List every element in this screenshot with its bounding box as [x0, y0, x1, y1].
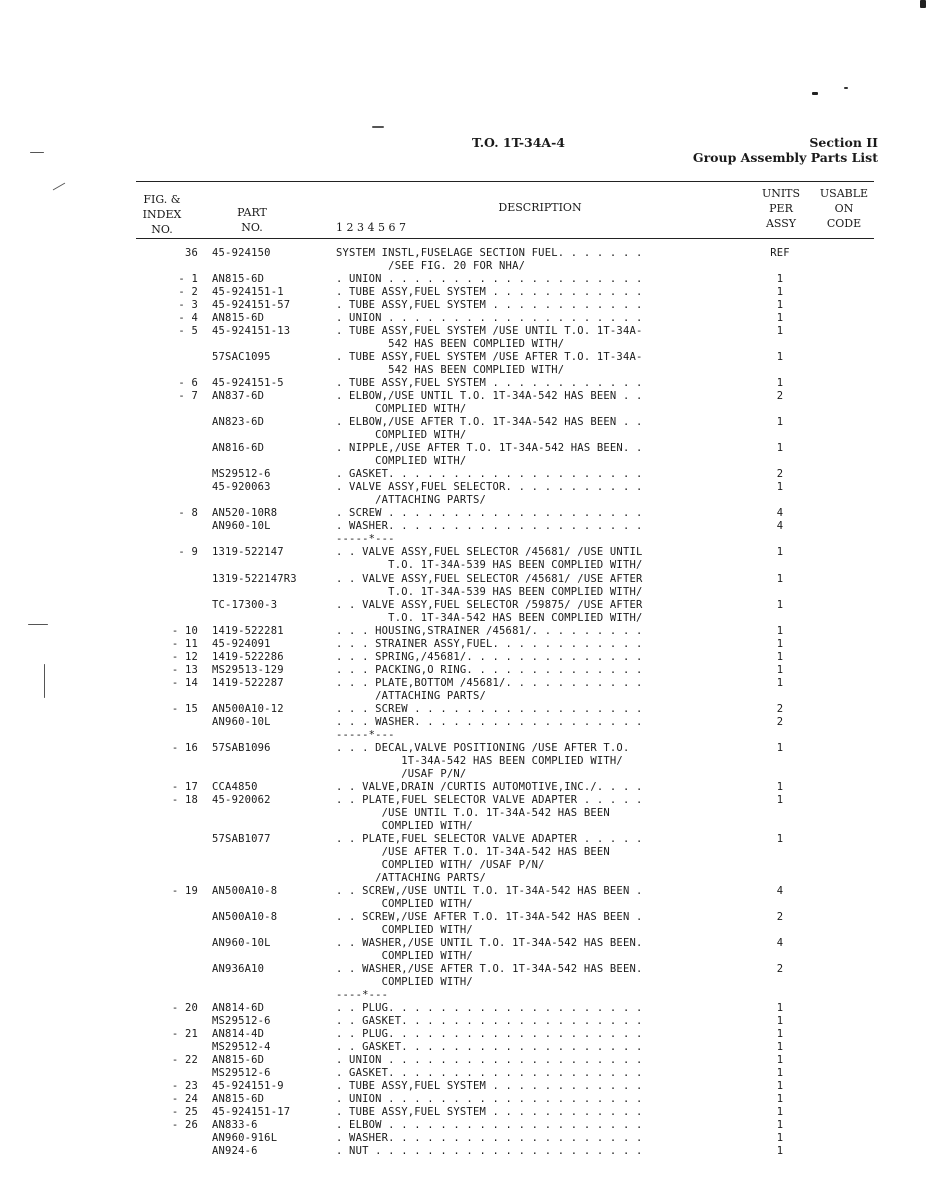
part-number-cell: CCA4850: [212, 780, 258, 793]
description-cell: . ELBOW,/USE UNTIL T.O. 1T-34A-542 HAS BEEN . .: [336, 390, 643, 403]
description-cell: . UNION . . . . . . . . . . . . . . . . . . . .: [336, 1093, 643, 1106]
part-number-cell: 45-924151-5: [212, 377, 284, 390]
units-per-assy-cell: 4: [776, 884, 784, 897]
fig-index-cell: - 13: [171, 663, 198, 676]
description-cell: . ELBOW . . . . . . . . . . . . . . . . . . . .: [336, 1119, 643, 1132]
description-cell: COMPLIED WITH/: [336, 403, 467, 416]
units-per-assy-cell: 4: [776, 520, 784, 533]
units-per-assy-cell: 1: [776, 416, 784, 429]
description-cell: COMPLIED WITH/: [336, 429, 467, 442]
units-per-assy-cell: 1: [776, 793, 784, 806]
part-number-cell: 1419-522287: [212, 676, 284, 689]
units-per-assy-cell: 1: [776, 1145, 784, 1158]
units-per-assy-cell: 2: [776, 715, 784, 728]
description-cell: . TUBE ASSY,FUEL SYSTEM . . . . . . . . . . . .: [336, 286, 643, 299]
description-cell: . TUBE ASSY,FUEL SYSTEM /USE AFTER T.O. 1T-34A-: [336, 351, 643, 364]
part-header-line2: NO.: [241, 221, 263, 234]
part-number-cell: AN500A10-8: [212, 911, 278, 924]
part-number-cell: 57SAB1096: [212, 741, 271, 754]
fig-index-cell: - 11: [171, 637, 198, 650]
description-cell: 542 HAS BEEN COMPLIED WITH/: [336, 338, 565, 351]
units-per-assy-cell: 1: [776, 325, 784, 338]
description-cell: -----*---: [336, 728, 395, 741]
fig-index-cell: - 7: [178, 390, 198, 403]
description-cell: . ELBOW,/USE AFTER T.O. 1T-34A-542 HAS BEEN . .: [336, 416, 643, 429]
part-number-cell: AN936A10: [212, 963, 265, 976]
units-per-assy-cell: 1: [776, 637, 784, 650]
fig-index-cell: - 20: [171, 1002, 198, 1015]
description-cell: COMPLIED WITH/: [336, 898, 473, 910]
description-cell: . . . HOUSING,STRAINER /45681/. . . . . . . . .: [336, 624, 643, 637]
part-number-cell: AN833-6: [212, 1119, 258, 1132]
part-number-cell: 45-924151-57: [212, 299, 291, 312]
part-number-cell: AN500A10-12: [212, 702, 284, 715]
part-number-cell: AN815-6D: [212, 1054, 265, 1067]
part-header-line1: PART: [237, 206, 267, 219]
description-cell: . . . SCREW . . . . . . . . . . . . . . . . . .: [336, 702, 643, 715]
description-cell: . . VALVE ASSY,FUEL SELECTOR /45681/ /USE AFTER: [336, 572, 643, 585]
units-per-assy-cell: 1: [776, 1106, 784, 1119]
part-number-cell: 57SAC1095: [212, 351, 271, 364]
part-number-cell: 1419-522281: [212, 624, 284, 637]
units-per-assy-cell: 1: [776, 1028, 784, 1041]
fig-header-line1: FIG. &: [143, 193, 181, 206]
description-cell: COMPLIED WITH/: [336, 950, 473, 963]
units-per-assy-cell: 1: [776, 741, 784, 754]
fig-index-cell: - 22: [171, 1054, 198, 1067]
fig-index-cell: - 10: [171, 624, 198, 637]
units-per-assy-cell: 1: [776, 1080, 784, 1093]
units-per-assy-cell: 4: [776, 507, 784, 520]
description-cell: . GASKET. . . . . . . . . . . . . . . . . . . .: [336, 468, 643, 481]
part-number-cell: 57SAB1077: [212, 832, 271, 845]
part-number-cell: MS29512-6: [212, 1015, 271, 1028]
description-cell: . . . STRAINER ASSY,FUEL. . . . . . . . . . . .: [336, 637, 643, 650]
fig-index-cell: - 8: [178, 507, 198, 520]
units-per-assy-cell: 2: [776, 390, 784, 403]
description-cell: . . VALVE ASSY,FUEL SELECTOR /59875/ /USE AFTER: [336, 598, 643, 611]
part-number-cell: 45-924151-1: [212, 286, 284, 299]
description-cell: /USAF P/N/: [336, 767, 467, 780]
units-per-assy-cell: 1: [776, 481, 784, 494]
fig-index-cell: - 6: [178, 377, 198, 390]
part-number-cell: AN815-6D: [212, 273, 265, 286]
part-number-cell: AN837-6D: [212, 390, 265, 403]
units-per-assy-cell: 1: [776, 1119, 784, 1132]
units-per-assy-cell: 1: [776, 663, 784, 676]
units-per-assy-cell: 1: [776, 1132, 784, 1145]
fig-index-cell: - 18: [171, 793, 198, 806]
units-per-assy-cell: 1: [776, 377, 784, 390]
description-cell: /USE UNTIL T.O. 1T-34A-542 HAS BEEN: [336, 806, 610, 819]
units-per-assy-cell: 1: [776, 650, 784, 663]
description-cell: -----*---: [336, 533, 395, 546]
units-per-assy-cell: 1: [776, 1054, 784, 1067]
description-cell: /USE AFTER T.O. 1T-34A-542 HAS BEEN: [336, 845, 610, 858]
part-number-cell: AN815-6D: [212, 1093, 265, 1106]
part-number-cell: MS29512-6: [212, 1067, 271, 1080]
fig-index-cell: - 26: [171, 1119, 198, 1132]
description-cell: /SEE FIG. 20 FOR NHA/: [336, 260, 526, 273]
part-number-cell: AN960-10L: [212, 520, 271, 533]
description-cell: T.O. 1T-34A-539 HAS BEEN COMPLIED WITH/: [336, 559, 643, 572]
description-cell: . GASKET. . . . . . . . . . . . . . . . . . . .: [336, 1067, 643, 1080]
fig-index-cell: - 24: [171, 1093, 198, 1106]
part-number-cell: 45-924151-9: [212, 1080, 284, 1093]
units-per-assy-cell: 1: [776, 286, 784, 299]
part-number-cell: AN960-10L: [212, 937, 271, 950]
scan-mark: [44, 664, 45, 698]
units-per-assy-cell: 2: [776, 702, 784, 715]
part-number-cell: AN816-6D: [212, 442, 265, 455]
units-per-assy-cell: 1: [776, 780, 784, 793]
description-cell: SYSTEM INSTL,FUSELAGE SECTION FUEL. . . . . . .: [336, 247, 643, 259]
units-per-assy-cell: 1: [776, 676, 784, 689]
description-cell: . . PLATE,FUEL SELECTOR VALVE ADAPTER . . . . .: [336, 832, 643, 845]
description-cell: /ATTACHING PARTS/: [336, 871, 486, 884]
part-number-cell: AN823-6D: [212, 416, 265, 429]
part-number-cell: MS29512-6: [212, 468, 271, 481]
description-cell: . WASHER. . . . . . . . . . . . . . . . . . . .: [336, 520, 643, 533]
part-number-cell: 45-924151-17: [212, 1106, 291, 1119]
description-cell: . . . SPRING,/45681/. . . . . . . . . . . . . .: [336, 650, 643, 663]
indent-levels-header: 1 2 3 4 5 6 7: [336, 221, 406, 234]
description-cell: . NIPPLE,/USE AFTER T.O. 1T-34A-542 HAS BEEN. .: [336, 442, 643, 455]
fig-index-cell: - 5: [178, 325, 198, 338]
description-cell: COMPLIED WITH/: [336, 819, 473, 832]
description-cell: . NUT . . . . . . . . . . . . . . . . . . . . .: [336, 1145, 643, 1158]
part-number-cell: AN924-6: [212, 1145, 258, 1158]
scan-mark: [28, 624, 48, 625]
scan-mark: [920, 0, 926, 8]
fig-index-cell: - 21: [171, 1028, 198, 1041]
description-header: DESCRIPTION: [498, 201, 582, 214]
description-cell: . . . WASHER. . . . . . . . . . . . . . . . . .: [336, 715, 643, 728]
description-cell: . . . PLATE,BOTTOM /45681/. . . . . . . . . . .: [336, 676, 643, 689]
units-per-assy-cell: 2: [776, 468, 784, 481]
units-per-assy-cell: 1: [776, 312, 784, 325]
fig-index-cell: - 1: [178, 273, 198, 286]
description-cell: 1T-34A-542 HAS BEEN COMPLIED WITH/: [336, 754, 623, 767]
units-per-assy-cell: REF: [770, 247, 790, 259]
units-header-line1: UNITS: [761, 187, 801, 200]
description-cell: COMPLIED WITH/: [336, 976, 473, 989]
section-number: Section II: [809, 135, 878, 150]
fig-index-cell: - 3: [178, 299, 198, 312]
part-number-cell: 1319-522147R3: [212, 572, 297, 585]
description-cell: . WASHER. . . . . . . . . . . . . . . . . . . .: [336, 1132, 643, 1145]
fig-index-cell: - 12: [171, 650, 198, 663]
fig-index-cell: - 19: [171, 884, 198, 897]
units-per-assy-cell: 1: [776, 442, 784, 455]
description-cell: /ATTACHING PARTS/: [336, 689, 486, 702]
part-number-cell: AN814-4D: [212, 1028, 265, 1041]
part-number-cell: 1419-522286: [212, 650, 284, 663]
description-cell: . TUBE ASSY,FUEL SYSTEM . . . . . . . . . . . .: [336, 1106, 643, 1119]
description-cell: . TUBE ASSY,FUEL SYSTEM . . . . . . . . . . . .: [336, 1080, 643, 1093]
usable-header-line2: ON: [834, 202, 854, 215]
units-per-assy-cell: 1: [776, 546, 784, 559]
description-cell: COMPLIED WITH/ /USAF P/N/: [336, 858, 545, 871]
description-cell: . . SCREW,/USE UNTIL T.O. 1T-34A-542 HAS BEEN .: [336, 884, 643, 897]
part-number-cell: 45-924151-13: [212, 325, 291, 338]
description-cell: COMPLIED WITH/: [336, 924, 473, 937]
description-cell: /ATTACHING PARTS/: [336, 494, 486, 507]
fig-index-cell: - 4: [178, 312, 198, 325]
description-cell: . . VALVE ASSY,FUEL SELECTOR /45681/ /USE UNTIL: [336, 546, 643, 559]
fig-index-cell: - 25: [171, 1106, 198, 1119]
part-number-cell: TC-17300-3: [212, 598, 278, 611]
usable-header-line3: CODE: [826, 217, 862, 230]
part-number-cell: 45-924150: [212, 247, 271, 259]
scan-mark: [372, 126, 384, 128]
description-cell: . . PLATE,FUEL SELECTOR VALVE ADAPTER . . . . .: [336, 793, 643, 806]
part-number-cell: MS29512-4: [212, 1041, 271, 1054]
scan-mark: [844, 87, 848, 89]
description-cell: COMPLIED WITH/: [336, 455, 467, 468]
description-cell: T.O. 1T-34A-542 HAS BEEN COMPLIED WITH/: [336, 611, 643, 624]
fig-index-cell: 36: [184, 247, 198, 259]
description-cell: . . WASHER,/USE UNTIL T.O. 1T-34A-542 HAS BEEN.: [336, 937, 643, 950]
part-number-cell: AN814-6D: [212, 1002, 265, 1015]
units-per-assy-cell: 4: [776, 937, 784, 950]
description-cell: . TUBE ASSY,FUEL SYSTEM . . . . . . . . . . . .: [336, 377, 643, 390]
description-cell: ----*---: [336, 989, 389, 1002]
fig-index-cell: - 9: [178, 546, 198, 559]
part-number-cell: 45-924091: [212, 637, 271, 650]
part-number-cell: 1319-522147: [212, 546, 284, 559]
part-number-cell: 45-920062: [212, 793, 271, 806]
fig-index-cell: - 23: [171, 1080, 198, 1093]
scan-mark: [812, 92, 818, 95]
units-per-assy-cell: 1: [776, 832, 784, 845]
description-cell: . . . DECAL,VALVE POSITIONING /USE AFTER T.O.: [336, 741, 630, 754]
fig-index-cell: - 15: [171, 702, 198, 715]
fig-index-cell: - 16: [171, 741, 198, 754]
units-per-assy-cell: 1: [776, 1041, 784, 1054]
usable-header-line1: USABLE: [819, 187, 869, 200]
description-cell: . . PLUG. . . . . . . . . . . . . . . . . . . .: [336, 1028, 643, 1041]
description-cell: T.O. 1T-34A-539 HAS BEEN COMPLIED WITH/: [336, 585, 643, 598]
part-number-cell: AN960-10L: [212, 715, 271, 728]
fig-index-cell: - 14: [171, 676, 198, 689]
units-per-assy-cell: 1: [776, 351, 784, 364]
description-cell: . . GASKET. . . . . . . . . . . . . . . . . . .: [336, 1041, 643, 1054]
to-number: T.O. 1T-34A-4: [472, 135, 565, 150]
units-per-assy-cell: 2: [776, 911, 784, 924]
fig-header-line2: INDEX: [142, 208, 182, 221]
units-per-assy-cell: 2: [776, 963, 784, 976]
section-title: Group Assembly Parts List: [692, 150, 878, 165]
description-cell: . . VALVE,DRAIN /CURTIS AUTOMOTIVE,INC./. . . .: [336, 780, 643, 793]
units-per-assy-cell: 1: [776, 624, 784, 637]
description-cell: . . PLUG. . . . . . . . . . . . . . . . . . . .: [336, 1002, 643, 1015]
description-cell: . . WASHER,/USE AFTER T.O. 1T-34A-542 HAS BEEN.: [336, 963, 643, 976]
description-cell: 542 HAS BEEN COMPLIED WITH/: [336, 364, 565, 377]
description-cell: . . . PACKING,O RING. . . . . . . . . . . . . .: [336, 663, 643, 676]
description-cell: . . GASKET. . . . . . . . . . . . . . . . . . .: [336, 1015, 643, 1028]
part-number-cell: 45-920063: [212, 481, 271, 494]
description-cell: . UNION . . . . . . . . . . . . . . . . . . . .: [336, 1054, 643, 1067]
description-cell: . TUBE ASSY,FUEL SYSTEM /USE UNTIL T.O. 1T-34A-: [336, 325, 643, 338]
description-cell: . . SCREW,/USE AFTER T.O. 1T-34A-542 HAS BEEN .: [336, 911, 643, 924]
units-header-line2: PER: [769, 202, 793, 215]
description-cell: . SCREW . . . . . . . . . . . . . . . . . . . .: [336, 507, 643, 520]
units-per-assy-cell: 1: [776, 1093, 784, 1106]
units-per-assy-cell: 1: [776, 1015, 784, 1028]
description-cell: . UNION . . . . . . . . . . . . . . . . . . . .: [336, 312, 643, 325]
fig-index-cell: - 2: [178, 286, 198, 299]
description-cell: . TUBE ASSY,FUEL SYSTEM . . . . . . . . . . . .: [336, 299, 643, 312]
fig-index-cell: - 17: [171, 780, 198, 793]
units-per-assy-cell: 1: [776, 572, 784, 585]
description-cell: . UNION . . . . . . . . . . . . . . . . . . . .: [336, 273, 643, 286]
description-cell: . VALVE ASSY,FUEL SELECTOR. . . . . . . . . . .: [336, 481, 643, 494]
part-number-cell: AN815-6D: [212, 312, 265, 325]
units-per-assy-cell: 1: [776, 598, 784, 611]
part-number-cell: AN960-916L: [212, 1132, 278, 1145]
scan-mark: [30, 152, 44, 153]
units-header-line3: ASSY: [765, 217, 797, 230]
part-number-cell: MS29513-129: [212, 663, 284, 676]
units-per-assy-cell: 1: [776, 299, 784, 312]
units-per-assy-cell: 1: [776, 273, 784, 286]
part-number-cell: AN500A10-8: [212, 884, 278, 897]
part-number-cell: AN520-10R8: [212, 507, 278, 520]
fig-header-line3: NO.: [151, 223, 173, 236]
units-per-assy-cell: 1: [776, 1002, 784, 1015]
units-per-assy-cell: 1: [776, 1067, 784, 1080]
